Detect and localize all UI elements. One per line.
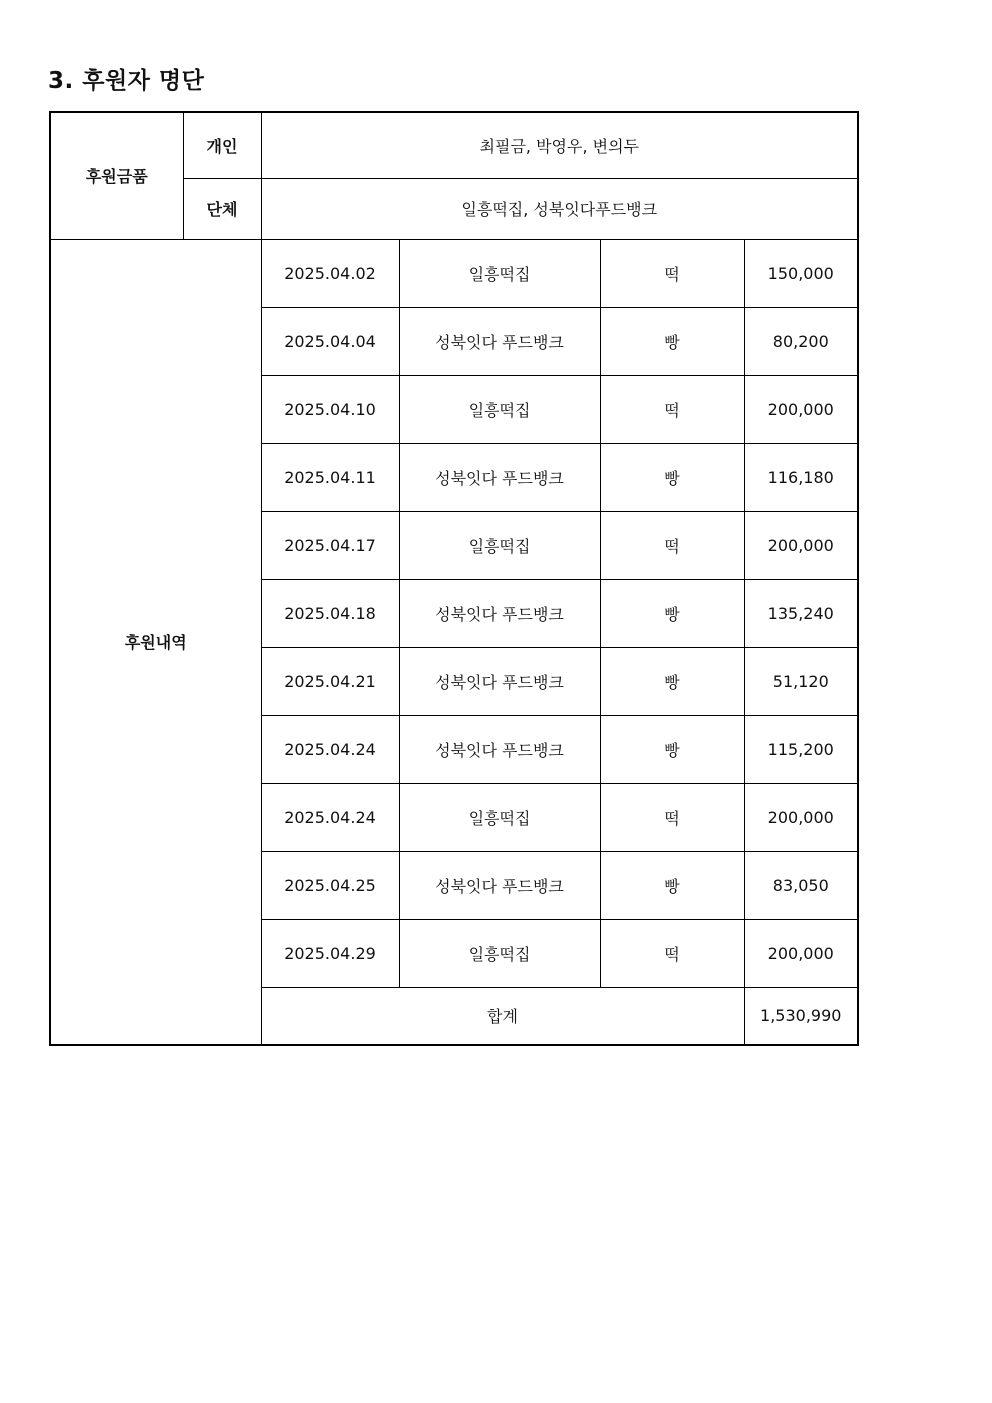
- row-item: 빵: [600, 851, 744, 919]
- row-amount: 51,120: [744, 647, 858, 715]
- row-amount: 200,000: [744, 375, 858, 443]
- donor-table-body: [50, 112, 858, 1045]
- group-names: 일흥떡집, 성북잇다푸드뱅크: [261, 178, 858, 239]
- row-amount: 200,000: [744, 783, 858, 851]
- section-title: 3. 후원자 명단: [48, 68, 205, 94]
- table-row: [50, 239, 858, 307]
- row-amount: 80,200: [744, 307, 858, 375]
- row-donor: 일흥떡집: [399, 783, 600, 851]
- row-amount: 150,000: [744, 239, 858, 307]
- row-donor: 일흥떡집: [399, 239, 600, 307]
- row-donor: 일흥떡집: [399, 919, 600, 987]
- row-date: 2025.04.18: [261, 579, 399, 647]
- group-label: 단체: [183, 178, 261, 239]
- row-date: 2025.04.29: [261, 919, 399, 987]
- total-amount: 1,530,990: [744, 987, 858, 1045]
- row-date: 2025.04.04: [261, 307, 399, 375]
- row-date: 2025.04.11: [261, 443, 399, 511]
- row-donor: 성북잇다 푸드뱅크: [399, 851, 600, 919]
- row-item: 떡: [600, 239, 744, 307]
- row-date: 2025.04.10: [261, 375, 399, 443]
- row-donor: 일흥떡집: [399, 375, 600, 443]
- goods-label: 후원금품: [50, 112, 183, 239]
- row-donor: 일흥떡집: [399, 511, 600, 579]
- row-item: 떡: [600, 511, 744, 579]
- row-donor: 성북잇다 푸드뱅크: [399, 307, 600, 375]
- row-item: 빵: [600, 647, 744, 715]
- row-item: 빵: [600, 307, 744, 375]
- row-date: 2025.04.21: [261, 647, 399, 715]
- row-date: 2025.04.17: [261, 511, 399, 579]
- individual-label: 개인: [183, 112, 261, 178]
- history-label: 후원내역: [50, 239, 261, 1045]
- row-amount: 115,200: [744, 715, 858, 783]
- row-date: 2025.04.24: [261, 715, 399, 783]
- row-donor: 성북잇다 푸드뱅크: [399, 443, 600, 511]
- row-date: 2025.04.25: [261, 851, 399, 919]
- goods-individual-row: [50, 112, 858, 178]
- row-amount: 200,000: [744, 511, 858, 579]
- row-item: 떡: [600, 783, 744, 851]
- individual-names: 최필금, 박영우, 변의두: [261, 112, 858, 178]
- total-label: 합계: [261, 987, 744, 1045]
- donor-table: [49, 111, 859, 1046]
- row-amount: 200,000: [744, 919, 858, 987]
- row-amount: 116,180: [744, 443, 858, 511]
- row-item: 빵: [600, 443, 744, 511]
- row-item: 떡: [600, 919, 744, 987]
- row-item: 떡: [600, 375, 744, 443]
- row-donor: 성북잇다 푸드뱅크: [399, 579, 600, 647]
- row-donor: 성북잇다 푸드뱅크: [399, 715, 600, 783]
- row-donor: 성북잇다 푸드뱅크: [399, 647, 600, 715]
- row-date: 2025.04.02: [261, 239, 399, 307]
- row-date: 2025.04.24: [261, 783, 399, 851]
- row-item: 빵: [600, 579, 744, 647]
- row-amount: 135,240: [744, 579, 858, 647]
- row-amount: 83,050: [744, 851, 858, 919]
- row-item: 빵: [600, 715, 744, 783]
